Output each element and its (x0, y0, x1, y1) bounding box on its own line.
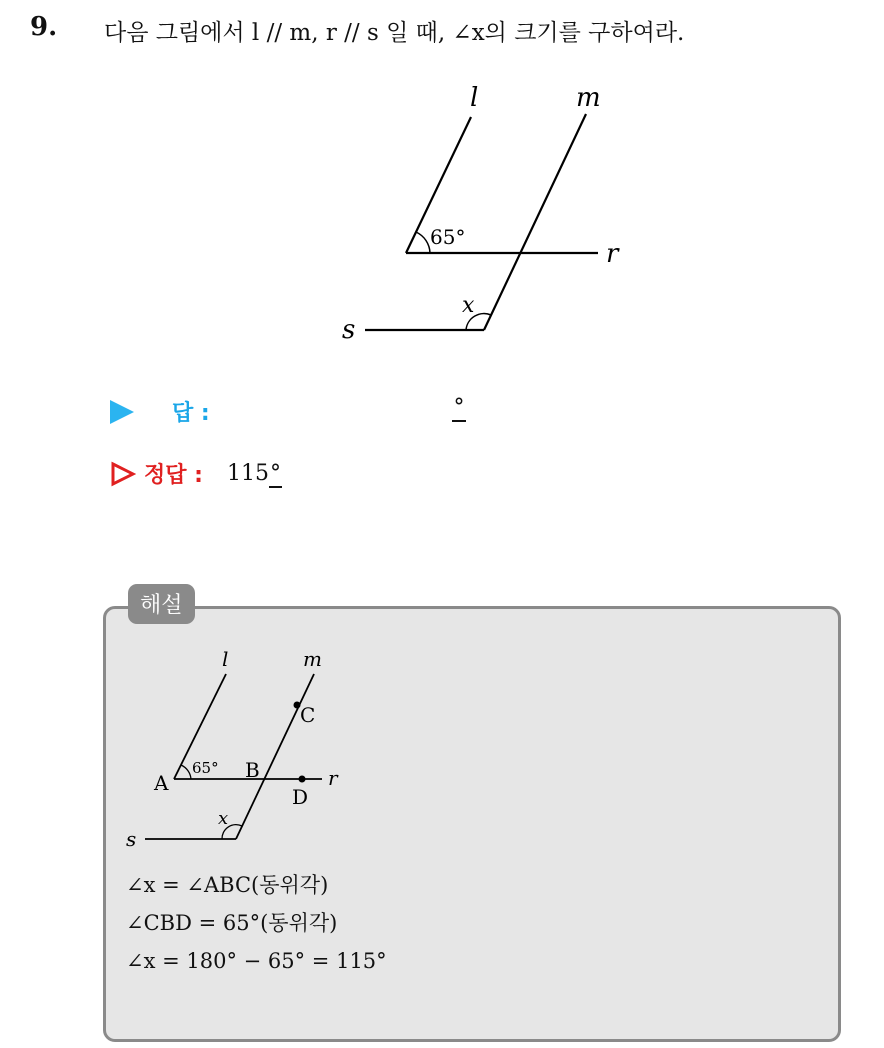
solution-tag: 해설 (128, 584, 195, 624)
label-m: m (576, 83, 601, 113)
sol-label-m: m (303, 647, 322, 671)
sol-label-angle-65: 65° (192, 759, 219, 777)
correct-answer-number: 115 (226, 461, 269, 486)
sol-label-s: s (126, 827, 137, 851)
sol-label-angle-x: x (218, 808, 229, 829)
correct-answer-label: 정답 : (144, 463, 203, 488)
solution-text (126, 866, 387, 980)
label-l: l (470, 83, 479, 113)
label-angle-x: x (462, 293, 475, 318)
sol-label-c: C (300, 703, 316, 727)
sol-line-m (236, 674, 314, 839)
solution-line-3: ∠x = 180° − 65° = 115° (126, 949, 387, 973)
sol-label-b: B (245, 758, 260, 782)
question-number: 9. (30, 12, 58, 42)
label-r: r (606, 239, 619, 269)
point-d (299, 776, 306, 783)
solution-line-1: ∠x = ∠ABC(동위각) (126, 873, 329, 897)
label-angle-65: 65° (430, 225, 466, 249)
sol-label-r: r (328, 766, 338, 790)
answer-label: 답 : (172, 401, 210, 426)
sol-label-a: A (154, 771, 169, 795)
sol-label-l: l (222, 647, 229, 671)
sol-angle-65-arc (181, 765, 191, 779)
solution-line-2: ∠CBD = 65°(동위각) (126, 911, 338, 935)
label-s: s (342, 315, 356, 345)
question-text: 다음 그림에서 l // m, r // s 일 때, ∠x의 크기를 구하여라. (104, 20, 685, 46)
answer-blank-unit[interactable]: ° (453, 395, 465, 420)
correct-answer-unit: ° (269, 461, 281, 486)
sol-label-d: D (292, 785, 309, 809)
